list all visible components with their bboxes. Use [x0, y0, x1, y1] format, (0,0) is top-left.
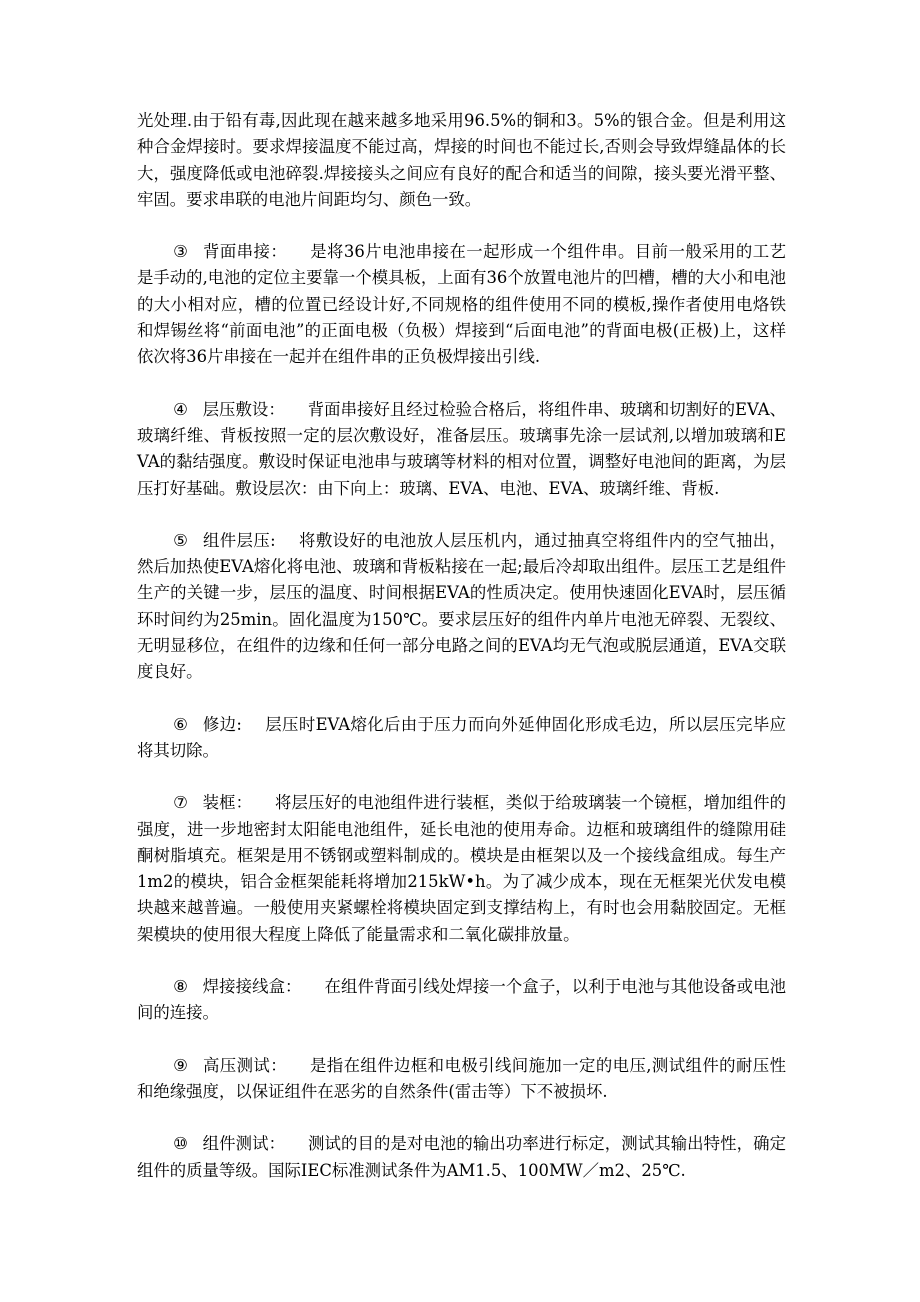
- step-number: ⑤: [173, 530, 189, 550]
- paragraph-text: 将层压好的电池组件进行装框，类似于给玻璃装一个镜框，增加组件的强度，进一步地密封太阳能电池组件，延长电池的使用寿命。边框和玻璃组件的缝隙用硅酮树脂填充。框架是用不锈钢或塑料制成的。模块是由框架以及一个接线盒组成。每生产1m2的模块，铝合金框架能耗将增加215kW•h。为了减少成本，现在无框架光伏发电模块越来越普遍。一般使用夹紧螺栓将模块固定到支撑结构上，有时也会用黏胶固定。无框架模块的使用很大程度上降低了能量需求和二氧化碳排放量。: [137, 793, 787, 944]
- paragraph-back-stringing: [137, 239, 786, 370]
- step-number: ⑥: [173, 714, 189, 734]
- step-title: 组件测试：: [202, 1134, 286, 1154]
- paragraph-lamination-layup: [137, 397, 786, 502]
- step-number: ⑨: [173, 1055, 189, 1075]
- step-title: 高压测试：: [202, 1055, 288, 1075]
- step-title: 焊接接线盒：: [202, 977, 302, 997]
- paragraph-soldering-continuation: [137, 108, 786, 213]
- paragraph-module-lamination: [137, 528, 786, 686]
- step-title: 背面串接：: [202, 242, 288, 262]
- paragraph-junction-box: [137, 974, 786, 1027]
- paragraph-text: 是指在组件边框和电极引线间施加一定的电压,测试组件的耐压性和绝缘强度，以保证组件在恶劣的自然条件(雷击等）下不被损坏.: [137, 1055, 786, 1101]
- step-number: ③: [173, 242, 189, 262]
- paragraph-text: 是将36片电池串接在一起形成一个组件串。目前一般采用的工艺是手动的,电池的定位主要靠一个模具板，上面有36个放置电池片的凹槽，槽的大小和电池的大小相对应，槽的位置已经设计好,不同规格的组件使用不同的模板,操作者使用电烙铁和焊锡丝将“前面电池”的正面电极（负极）焊接到“后面电池”的背面电极(正极)上，这样依次将36片串接在一起并在组件串的正负极焊接出引线.: [137, 242, 786, 367]
- step-title: 组件层压:: [202, 530, 276, 550]
- paragraph-high-voltage-test: [137, 1053, 786, 1106]
- step-number: ⑩: [173, 1134, 188, 1154]
- paragraph-text: 层压时EVA熔化后由于压力而向外延伸固化形成毛边，所以层压完毕应将其切除。: [137, 714, 786, 760]
- paragraph-text: 在组件背面引线处焊接一个盒子，以利于电池与其他设备或电池间的连接。: [137, 977, 787, 1023]
- paragraph-text: 测试的目的是对电池的输出功率进行标定，测试其输出特性，确定组件的质量等级。国际IEC标准测试条件为AM1.5、100MW／m2、25℃.: [137, 1134, 787, 1180]
- paragraph-text: 背面串接好且经过检验合格后，将组件串、玻璃和切割好的EVA、玻璃纤维、背板按照一定的层次敷设好，准备层压。玻璃事先涂一层试剂,以增加玻璃和EVA的黏结强度。敷设时保证电池串与玻璃等材料的相对位置，调整好电池间的距离，为层压打好基础。敷设层次：由下向上：玻璃、EVA、电池、EVA、玻璃纤维、背板.: [137, 399, 787, 498]
- step-title: 修边:: [202, 714, 242, 734]
- paragraph-trimming: [137, 712, 786, 765]
- step-number: ⑦: [173, 793, 188, 813]
- paragraph-text: 将敷设好的电池放人层压机内，通过抽真空将组件内的空气抽出，然后加热使EVA熔化将电池、玻璃和背板粘接在一起;最后冷却取出组件。层压工艺是组件生产的关键一步，层压的温度、时间根据EVA的性质决定。使用快速固化EVA时，层压循环时间约为25min。固化温度为150℃。要求层压好的组件内单片电池无碎裂、无裂纹、无明显移位，在组件的边缘和任何一部分电路之间的EVA均无气泡或脱层通道，EVA交联度良好。: [137, 530, 786, 682]
- step-title: 装框：: [202, 793, 253, 813]
- step-number: ⑧: [173, 977, 188, 997]
- step-number: ④: [173, 399, 188, 419]
- paragraph-framing: [137, 790, 786, 948]
- step-title: 层压敷设：: [202, 399, 285, 419]
- paragraph-text: 光处理.由于铅有毒,因此现在越来越多地采用96.5%的铜和3。5%的银合金。但是利用这种合金焊接时。要求焊接温度不能过高，焊接的时间也不能过长,否则会导致焊缝晶体的长大，强度降低或电池碎裂.焊接接头之间应有良好的配合和适当的间隙，接头要光滑平整、牢固。要求串联的电池片间距均匀、颜色一致。: [137, 111, 786, 209]
- paragraph-module-test: [137, 1131, 786, 1184]
